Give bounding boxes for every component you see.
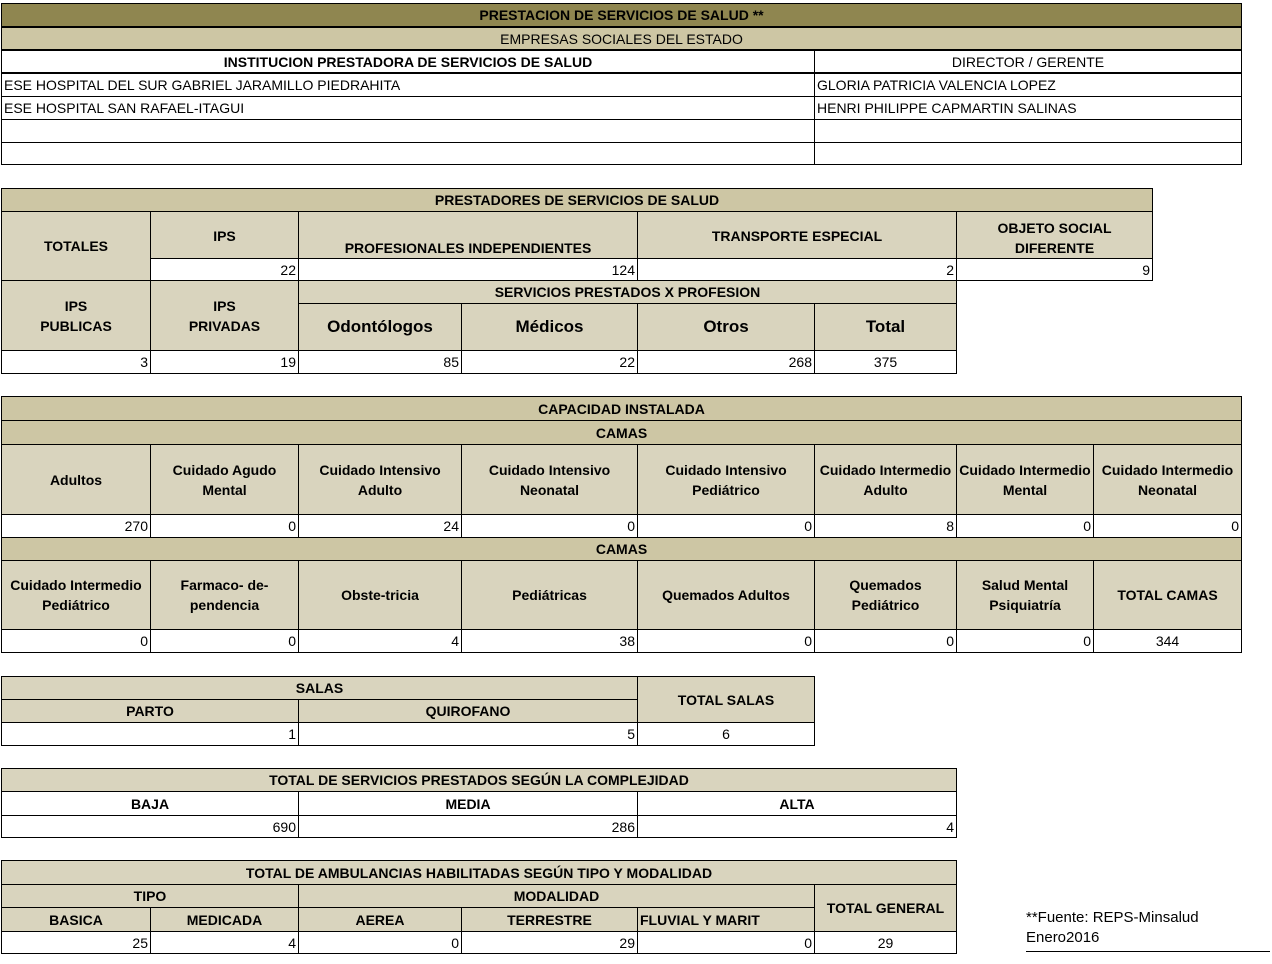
institucion-cell: ESE HOSPITAL SAN RAFAEL-ITAGUI bbox=[1, 96, 815, 120]
aerea-label: AEREA bbox=[298, 907, 462, 932]
tipo-label: TIPO bbox=[1, 884, 299, 908]
quirofano-label: QUIROFANO bbox=[298, 699, 638, 723]
camas-value: 4 bbox=[298, 629, 462, 653]
total-camas-header: TOTAL CAMAS bbox=[1093, 560, 1242, 630]
camas-value: 8 bbox=[814, 514, 957, 538]
alta-label: ALTA bbox=[637, 791, 957, 816]
modalidad-label: MODALIDAD bbox=[298, 884, 815, 908]
total-general-value: 29 bbox=[814, 931, 957, 954]
footnote-source: **Fuente: REPS-Minsalud bbox=[1026, 909, 1199, 926]
aerea-value: 0 bbox=[298, 931, 462, 954]
camas-header: Cuidado Intensivo Neonatal bbox=[461, 444, 638, 515]
otros-value: 268 bbox=[637, 350, 815, 374]
ips-label: IPS bbox=[150, 211, 299, 259]
col-header-director: DIRECTOR / GERENTE bbox=[814, 50, 1242, 73]
ips-privadas-value: 19 bbox=[150, 350, 299, 374]
ips-privadas-label: IPS PRIVADAS bbox=[150, 280, 299, 351]
transporte-value: 2 bbox=[637, 258, 957, 281]
servicios-profesion-label: SERVICIOS PRESTADOS X PROFESION bbox=[298, 280, 957, 304]
ips-publicas-value: 3 bbox=[1, 350, 151, 374]
camas-value: 24 bbox=[298, 514, 462, 538]
camas-header: Cuidado Intensivo Pediátrico bbox=[637, 444, 815, 515]
fluvial-value: 0 bbox=[637, 931, 815, 954]
camas-value: 0 bbox=[637, 629, 815, 653]
complejidad-title: TOTAL DE SERVICIOS PRESTADOS SEGÚN LA COMPLEJIDAD bbox=[1, 768, 957, 792]
director-cell bbox=[814, 142, 1242, 165]
director-cell bbox=[814, 119, 1242, 143]
prof-indep-value: 124 bbox=[298, 258, 638, 281]
camas-value: 38 bbox=[461, 629, 638, 653]
camas-value: 270 bbox=[1, 514, 151, 538]
footnote-divider bbox=[1026, 951, 1270, 952]
camas-value: 0 bbox=[150, 629, 299, 653]
salas-title: SALAS bbox=[1, 676, 638, 700]
odontologos-value: 85 bbox=[298, 350, 462, 374]
camas-header: Obste-tricia bbox=[298, 560, 462, 630]
prestadores-title: PRESTADORES DE SERVICIOS DE SALUD bbox=[1, 188, 1153, 212]
camas-value: 0 bbox=[956, 629, 1094, 653]
camas-header: Farmaco- de-pendencia bbox=[150, 560, 299, 630]
alta-value: 4 bbox=[637, 815, 957, 838]
prestacion-title: PRESTACION DE SERVICIOS DE SALUD ** bbox=[1, 3, 1242, 27]
ambulancias-title: TOTAL DE AMBULANCIAS HABILITADAS SEGÚN TIPO Y MODALIDAD bbox=[1, 860, 957, 885]
col-header-institucion: INSTITUCION PRESTADORA DE SERVICIOS DE SALUD bbox=[1, 50, 815, 73]
camas-value: 0 bbox=[1093, 514, 1242, 538]
camas-label-2: CAMAS bbox=[1, 537, 1242, 561]
camas-header: Cuidado Intermedio Neonatal bbox=[1093, 444, 1242, 515]
camas-header: Cuidado Intermedio Mental bbox=[956, 444, 1094, 515]
institucion-cell: ESE HOSPITAL DEL SUR GABRIEL JARAMILLO PIEDRAHITA bbox=[1, 73, 815, 97]
camas-header: Cuidado Intermedio Adulto bbox=[814, 444, 957, 515]
director-cell: GLORIA PATRICIA VALENCIA LOPEZ bbox=[814, 73, 1242, 97]
camas-header: Cuidado Intermedio Pediátrico bbox=[1, 560, 151, 630]
media-label: MEDIA bbox=[298, 791, 638, 816]
total-value: 375 bbox=[814, 350, 957, 374]
camas-header: Quemados Adultos bbox=[637, 560, 815, 630]
baja-value: 690 bbox=[1, 815, 299, 838]
institucion-cell bbox=[1, 119, 815, 143]
quirofano-value: 5 bbox=[298, 722, 638, 746]
camas-header: Adultos bbox=[1, 444, 151, 515]
objeto-social-label: OBJETO SOCIAL DIFERENTE bbox=[956, 211, 1153, 259]
objeto-social-value: 9 bbox=[956, 258, 1153, 281]
terrestre-label: TERRESTRE bbox=[461, 907, 638, 932]
camas-value: 0 bbox=[956, 514, 1094, 538]
parto-label: PARTO bbox=[1, 699, 299, 723]
footnote-date: Enero2016 bbox=[1026, 929, 1100, 946]
fluvial-label: FLUVIAL Y MARIT bbox=[637, 907, 815, 932]
footnote bbox=[1026, 908, 1199, 948]
prof-indep-label: PROFESIONALES INDEPENDIENTES bbox=[298, 211, 638, 259]
odontologos-label: Odontólogos bbox=[298, 303, 462, 351]
camas-header: Quemados Pediátrico bbox=[814, 560, 957, 630]
parto-value: 1 bbox=[1, 722, 299, 746]
baja-label: BAJA bbox=[1, 791, 299, 816]
camas-value: 0 bbox=[637, 514, 815, 538]
capacidad-title: CAPACIDAD INSTALADA bbox=[1, 396, 1242, 421]
ips-value: 22 bbox=[150, 258, 299, 281]
basica-label: BASICA bbox=[1, 907, 151, 932]
camas-label: CAMAS bbox=[1, 420, 1242, 445]
totales-label: TOTALES bbox=[1, 211, 151, 281]
camas-value: 0 bbox=[461, 514, 638, 538]
medicada-value: 4 bbox=[150, 931, 299, 954]
director-cell: HENRI PHILIPPE CAPMARTIN SALINAS bbox=[814, 96, 1242, 120]
ips-publicas-label: IPS PUBLICAS bbox=[1, 280, 151, 351]
media-value: 286 bbox=[298, 815, 638, 838]
otros-label: Otros bbox=[637, 303, 815, 351]
camas-header: Cuidado Intensivo Adulto bbox=[298, 444, 462, 515]
medicada-label: MEDICADA bbox=[150, 907, 299, 932]
total-salas-value: 6 bbox=[637, 722, 815, 746]
camas-value: 0 bbox=[150, 514, 299, 538]
camas-value: 0 bbox=[814, 629, 957, 653]
basica-value: 25 bbox=[1, 931, 151, 954]
camas-header: Salud Mental Psiquiatría bbox=[956, 560, 1094, 630]
total-label: Total bbox=[814, 303, 957, 351]
institucion-cell bbox=[1, 142, 815, 165]
prestacion-subtitle: EMPRESAS SOCIALES DEL ESTADO bbox=[1, 27, 1242, 50]
medicos-label: Médicos bbox=[461, 303, 638, 351]
camas-value: 0 bbox=[1, 629, 151, 653]
camas-header: Cuidado Agudo Mental bbox=[150, 444, 299, 515]
total-camas-value: 344 bbox=[1093, 629, 1242, 653]
transporte-label: TRANSPORTE ESPECIAL bbox=[637, 211, 957, 259]
camas-header: Pediátricas bbox=[461, 560, 638, 630]
terrestre-value: 29 bbox=[461, 931, 638, 954]
total-general-label: TOTAL GENERAL bbox=[814, 884, 957, 932]
medicos-value: 22 bbox=[461, 350, 638, 374]
total-salas-label: TOTAL SALAS bbox=[637, 676, 815, 723]
